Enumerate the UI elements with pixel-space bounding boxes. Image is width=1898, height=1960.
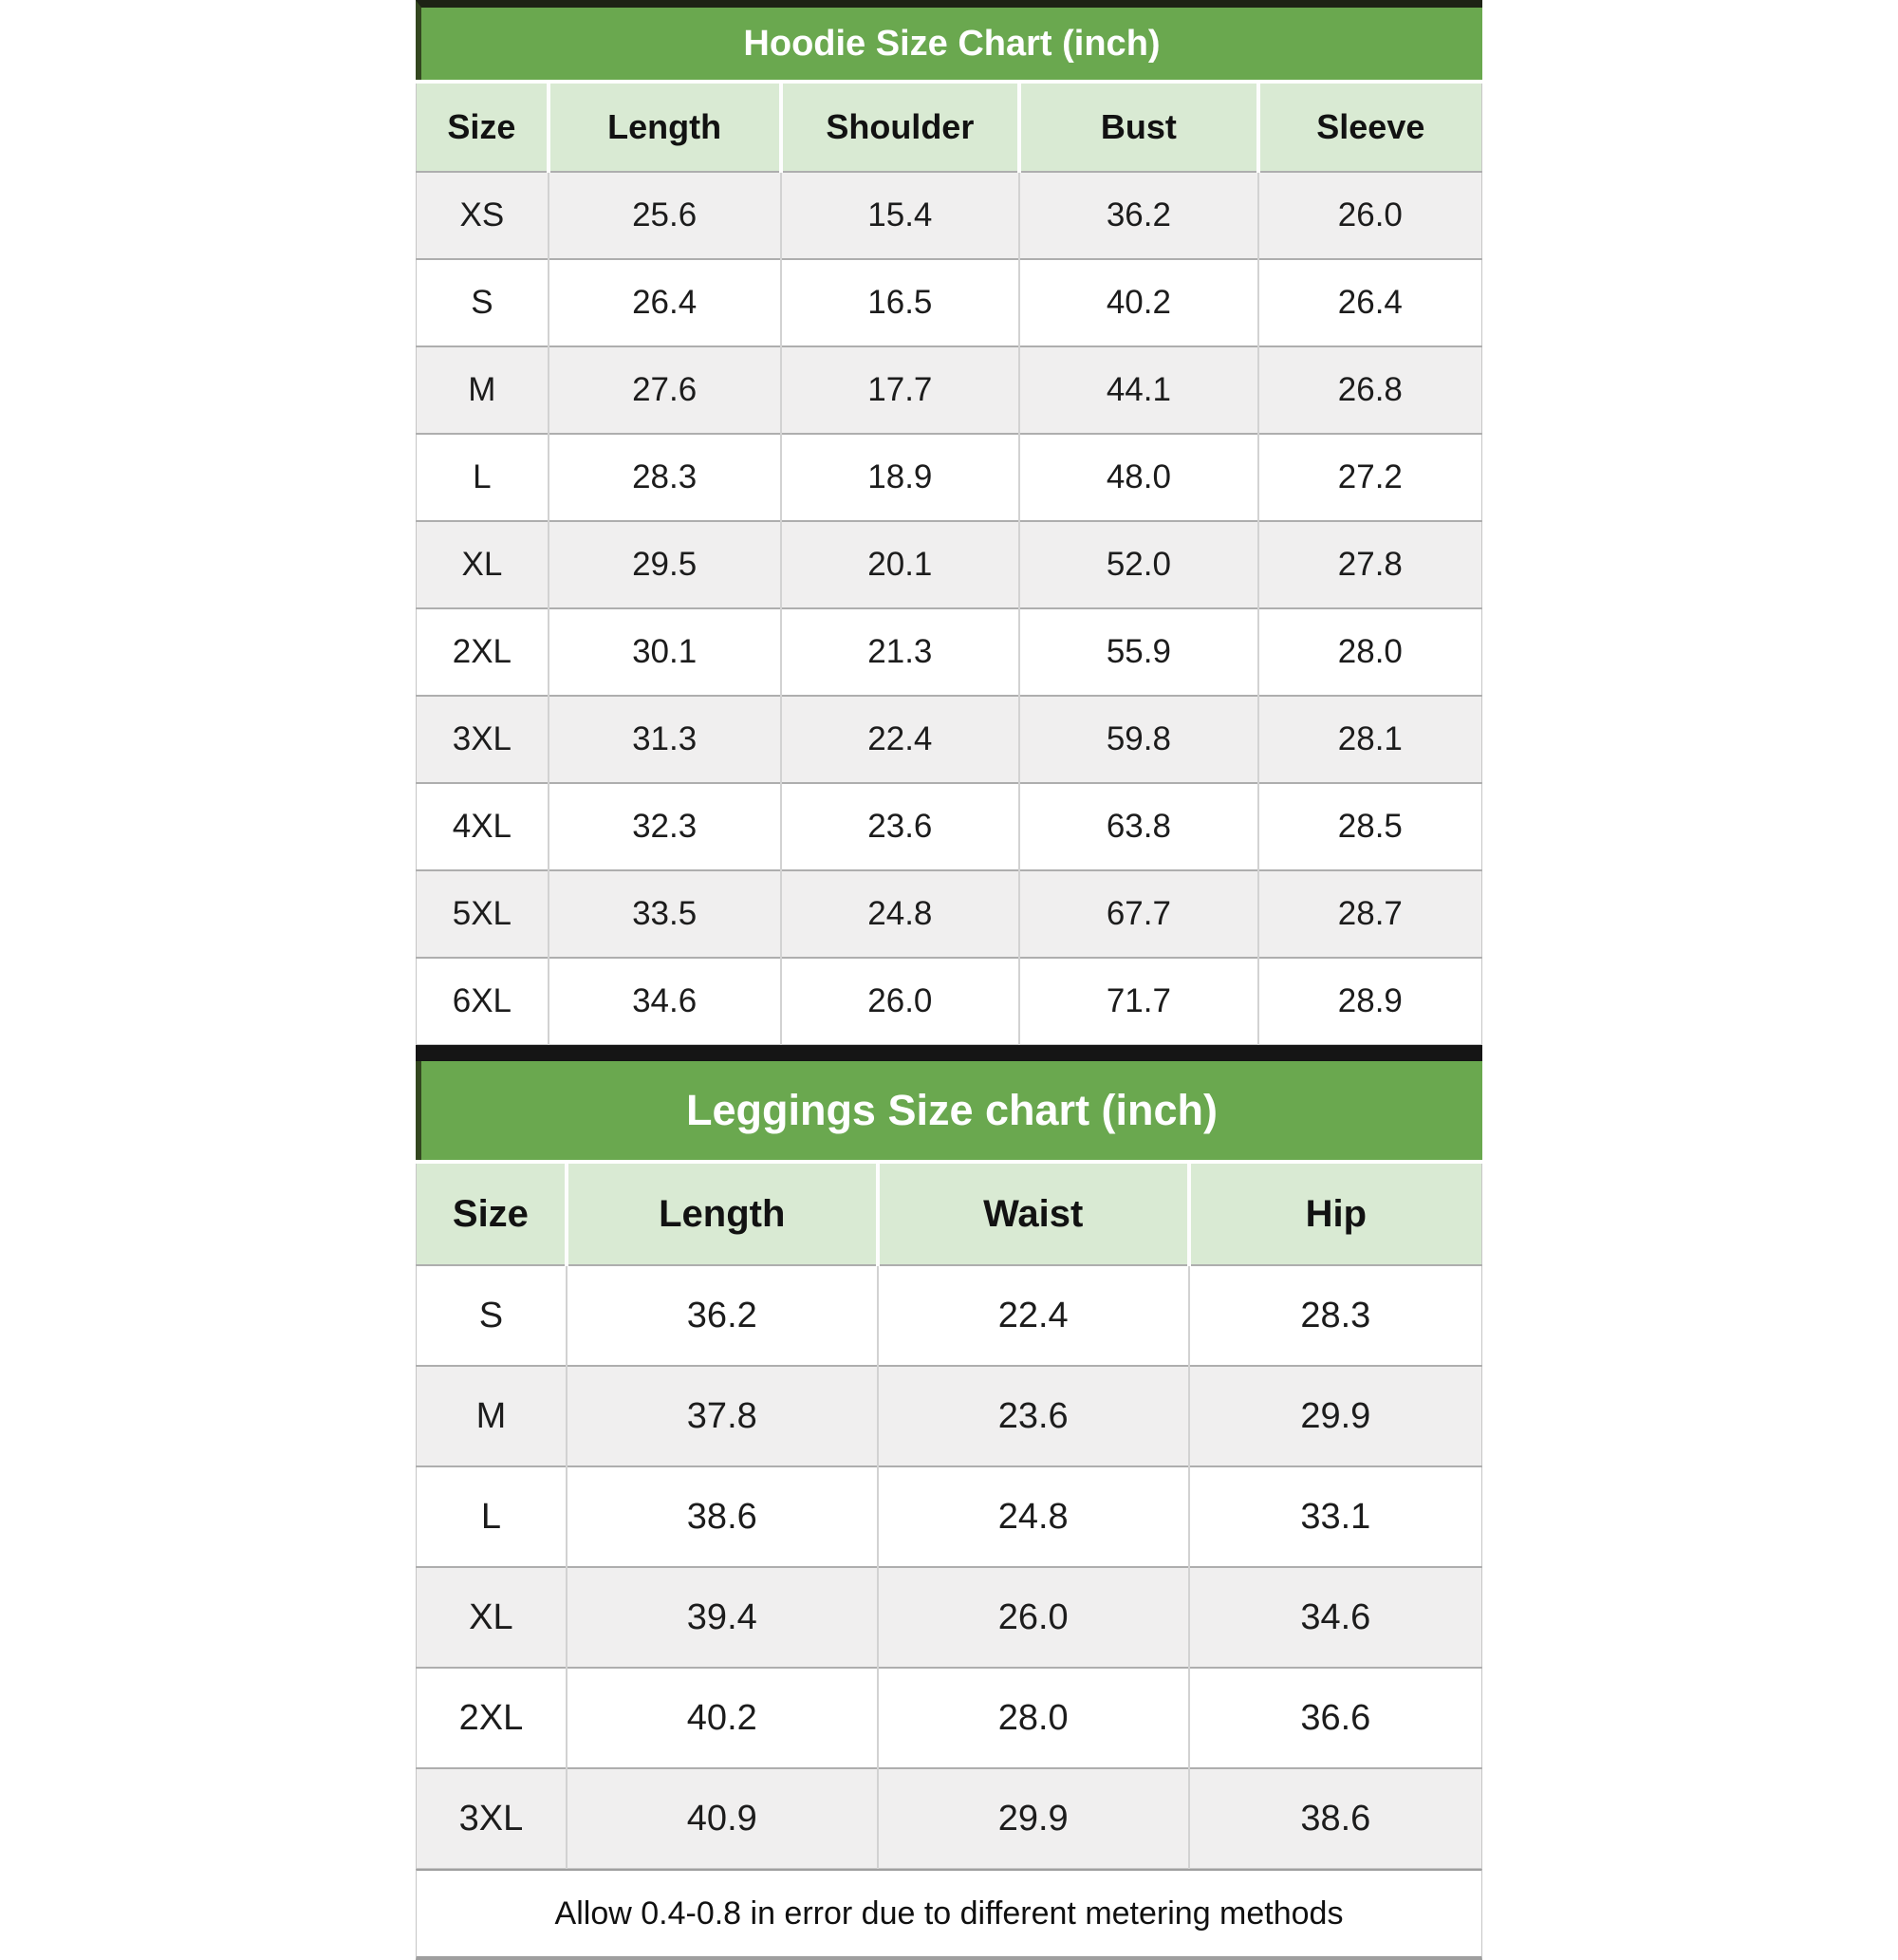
table-cell: 36.2 [567,1265,878,1366]
table-cell: 71.7 [1019,958,1258,1045]
column-header-length: Length [549,82,781,172]
table-cell: 25.6 [549,172,781,259]
table-cell: 40.2 [567,1668,878,1768]
hoodie-table-title: Hoodie Size Chart (inch) [416,0,1482,80]
table-cell: 29.5 [549,521,781,608]
hoodie-row-xs [417,172,1482,259]
table-cell: 28.7 [1258,870,1482,958]
leggings-size-table [416,1160,1482,1869]
column-header-waist: Waist [878,1162,1189,1265]
table-cell: L [417,1466,567,1567]
hoodie-row-m [417,346,1482,434]
table-cell: 3XL [417,696,549,783]
column-header-size: Size [417,1162,567,1265]
table-cell: XS [417,172,549,259]
hoodie-row-3xl [417,696,1482,783]
leggings-row-xl [417,1567,1482,1668]
table-cell: 28.3 [549,434,781,521]
table-cell: 28.1 [1258,696,1482,783]
leggings-table-title: Leggings Size chart (inch) [416,1061,1482,1160]
table-cell: 24.8 [878,1466,1189,1567]
table-cell: 18.9 [781,434,1020,521]
table-cell: 28.9 [1258,958,1482,1045]
table-cell: 26.0 [878,1567,1189,1668]
table-cell: 2XL [417,608,549,696]
table-cell: 39.4 [567,1567,878,1668]
table-cell: 16.5 [781,259,1020,346]
table-cell: 23.6 [781,783,1020,870]
table-cell: 36.2 [1019,172,1258,259]
hoodie-row-6xl [417,958,1482,1045]
table-cell: 29.9 [878,1768,1189,1869]
table-cell: 33.5 [549,870,781,958]
table-cell: 52.0 [1019,521,1258,608]
table-cell: 2XL [417,1668,567,1768]
column-header-hip: Hip [1189,1162,1482,1265]
table-cell: S [417,1265,567,1366]
table-cell: 5XL [417,870,549,958]
table-cell: 23.6 [878,1366,1189,1466]
column-header-shoulder: Shoulder [781,82,1020,172]
hoodie-table-body [417,172,1482,1045]
hoodie-row-4xl [417,783,1482,870]
hoodie-row-xl [417,521,1482,608]
hoodie-row-5xl [417,870,1482,958]
table-cell: 38.6 [567,1466,878,1567]
table-cell: 27.2 [1258,434,1482,521]
table-cell: 15.4 [781,172,1020,259]
table-cell: 27.6 [549,346,781,434]
table-cell: XL [417,1567,567,1668]
table-cell: 44.1 [1019,346,1258,434]
table-cell: 40.2 [1019,259,1258,346]
hoodie-size-section [416,0,1482,1045]
table-cell: 26.4 [549,259,781,346]
table-cell: XL [417,521,549,608]
leggings-table-header [417,1162,1482,1265]
table-cell: 6XL [417,958,549,1045]
table-cell: 31.3 [549,696,781,783]
table-cell: L [417,434,549,521]
table-cell: 28.0 [1258,608,1482,696]
table-cell: 36.6 [1189,1668,1482,1768]
table-cell: 48.0 [1019,434,1258,521]
table-cell: 4XL [417,783,549,870]
tolerance-note: Allow 0.4-0.8 in error due to different metering methods [416,1869,1482,1960]
table-cell: 30.1 [549,608,781,696]
leggings-header-row [417,1162,1482,1265]
leggings-table-body [417,1265,1482,1869]
table-cell: 22.4 [878,1265,1189,1366]
table-cell: S [417,259,549,346]
table-cell: 29.9 [1189,1366,1482,1466]
leggings-row-3xl [417,1768,1482,1869]
table-cell: 40.9 [567,1768,878,1869]
leggings-row-2xl [417,1668,1482,1768]
table-cell: 32.3 [549,783,781,870]
leggings-row-m [417,1366,1482,1466]
table-cell: 34.6 [1189,1567,1482,1668]
table-cell: 24.8 [781,870,1020,958]
hoodie-size-table [416,80,1482,1045]
table-cell: 55.9 [1019,608,1258,696]
table-cell: 34.6 [549,958,781,1045]
leggings-row-s [417,1265,1482,1366]
size-chart-sheet [416,0,1482,1960]
table-cell: 26.4 [1258,259,1482,346]
table-cell: 22.4 [781,696,1020,783]
table-cell: 33.1 [1189,1466,1482,1567]
table-cell: 37.8 [567,1366,878,1466]
table-cell: 21.3 [781,608,1020,696]
column-header-bust: Bust [1019,82,1258,172]
column-header-length: Length [567,1162,878,1265]
table-cell: 28.5 [1258,783,1482,870]
table-cell: 17.7 [781,346,1020,434]
leggings-row-l [417,1466,1482,1567]
table-cell: M [417,346,549,434]
table-cell: 27.8 [1258,521,1482,608]
table-cell: 67.7 [1019,870,1258,958]
table-cell: 59.8 [1019,696,1258,783]
table-cell: 26.0 [1258,172,1482,259]
table-cell: 26.0 [781,958,1020,1045]
column-header-size: Size [417,82,549,172]
hoodie-row-s [417,259,1482,346]
hoodie-row-2xl [417,608,1482,696]
hoodie-row-l [417,434,1482,521]
column-header-sleeve: Sleeve [1258,82,1482,172]
leggings-size-section [416,1061,1482,1869]
table-cell: 38.6 [1189,1768,1482,1869]
hoodie-table-header [417,82,1482,172]
table-cell: 20.1 [781,521,1020,608]
table-cell: 63.8 [1019,783,1258,870]
table-cell: 28.3 [1189,1265,1482,1366]
table-cell: 26.8 [1258,346,1482,434]
table-cell: M [417,1366,567,1466]
hoodie-header-row [417,82,1482,172]
section-divider [416,1045,1482,1061]
table-cell: 28.0 [878,1668,1189,1768]
table-cell: 3XL [417,1768,567,1869]
